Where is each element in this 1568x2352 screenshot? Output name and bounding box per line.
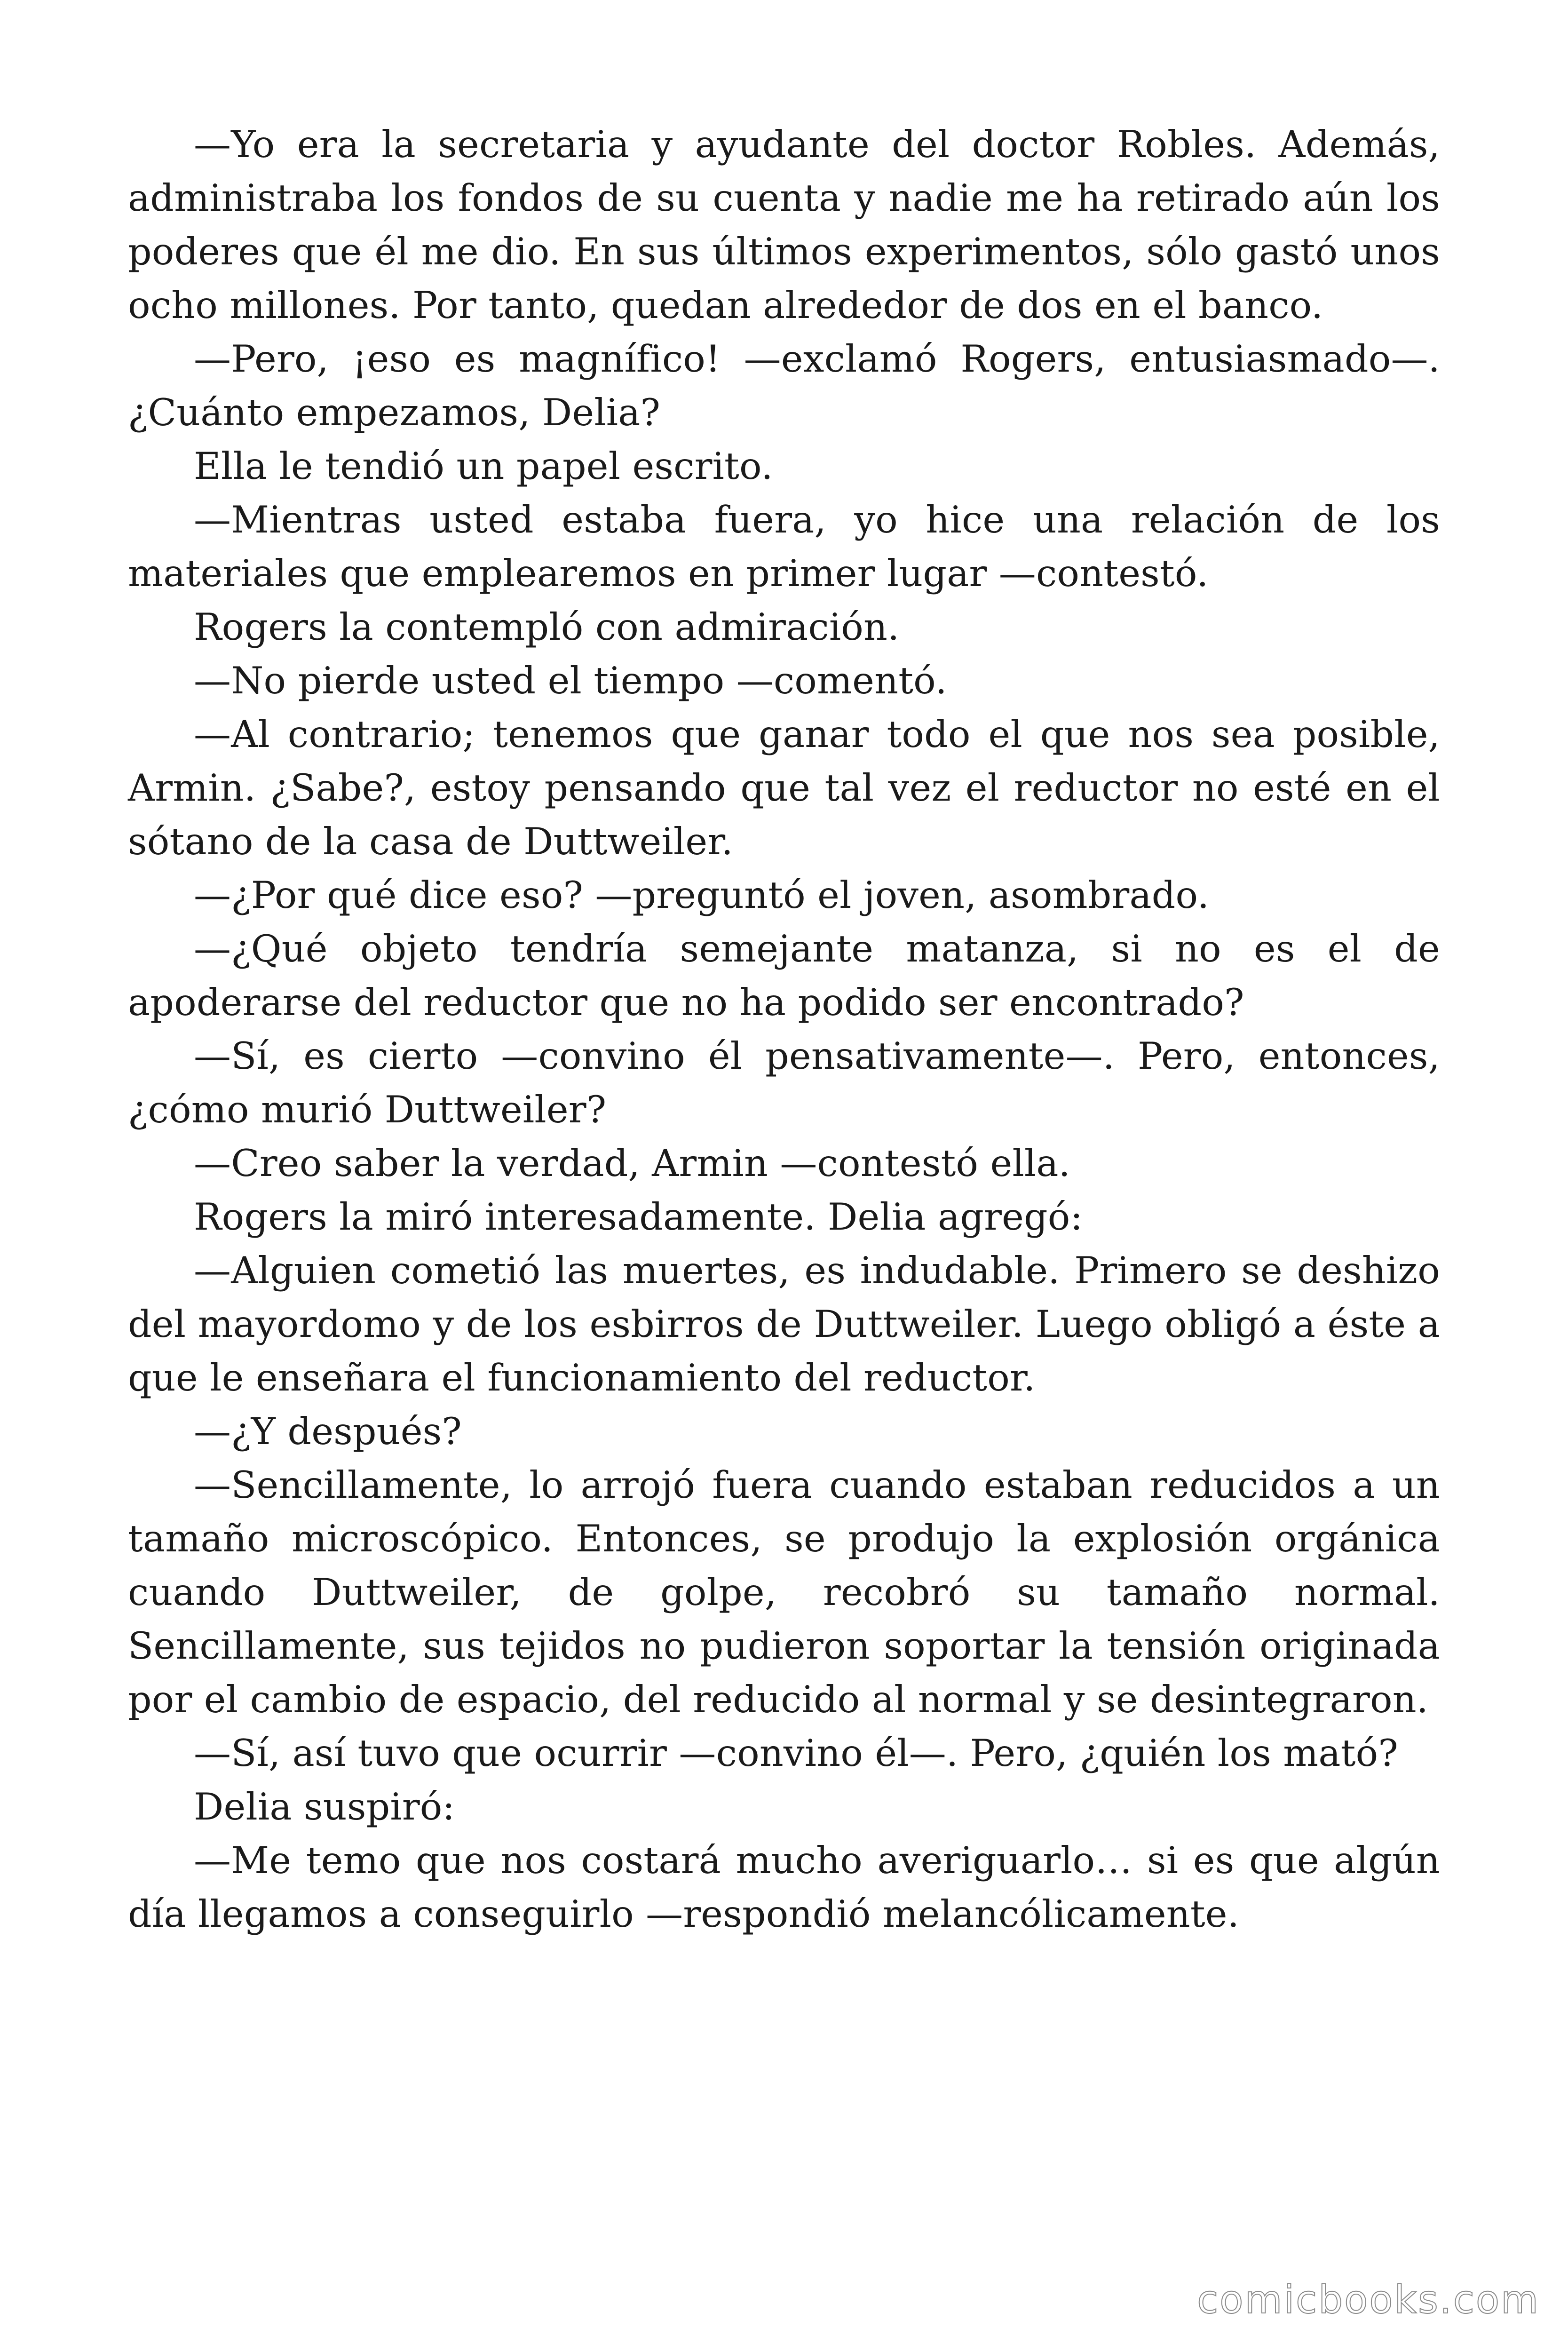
body-text xyxy=(128,118,1440,1941)
paragraph: —Mientras usted estaba fuera, yo hice una relación de los materiales que emplearemos en primer lugar —contestó. xyxy=(128,498,1440,595)
paragraph: Rogers la contempló con admiración. xyxy=(194,605,900,649)
paragraph: Delia suspiró: xyxy=(194,1785,455,1828)
paragraph: —¿Qué objeto tendría semejante matanza, si no es el de apoderarse del reductor que no ha podido ser encontrado? xyxy=(128,927,1440,1024)
paragraph: —No pierde usted el tiempo —comentó. xyxy=(194,659,947,702)
paragraph: —Al contrario; tenemos que ganar todo el que nos sea posible, Armin. ¿Sabe?, estoy pensando que tal vez el reductor no esté en el sótano de la casa de Duttweiler. xyxy=(128,713,1440,863)
watermark: comicbooks.com xyxy=(1197,2278,1540,2322)
paragraph: —Sí, así tuvo que ocurrir —convino él—. Pero, ¿quién los mató? xyxy=(194,1732,1398,1775)
paragraph: Ella le tendió un papel escrito. xyxy=(194,445,773,488)
paragraph: —Pero, ¡eso es magnífico! —exclamó Rogers, entusiasmado—. ¿Cuánto empezamos, Delia? xyxy=(128,337,1440,434)
paragraph: —Sí, es cierto —convino él pensativamente—. Pero, entonces, ¿cómo murió Duttweiler? xyxy=(128,1034,1440,1131)
paragraph: —¿Por qué dice eso? —preguntó el joven, asombrado. xyxy=(194,874,1210,917)
paragraph: —Me temo que nos costará mucho averiguarlo… si es que algún día llegamos a conseguirlo —respondió melancólicamente. xyxy=(128,1839,1440,1936)
paragraph: —Creo saber la verdad, Armin —contestó ella. xyxy=(194,1142,1070,1185)
paragraph: —Yo era la secretaria y ayudante del doctor Robles. Además, administraba los fondos de su cuenta y nadie me ha retirado aún los poderes que él me dio. En sus últimos experimentos, sólo gastó unos ocho millones. Por tanto, quedan alrededor de dos en el banco. xyxy=(128,123,1440,327)
paragraph: —¿Y después? xyxy=(194,1410,462,1453)
paragraph: Rogers la miró interesadamente. Delia agregó: xyxy=(194,1195,1083,1239)
paragraph: —Alguien cometió las muertes, es indudable. Primero se deshizo del mayordomo y de los esbirros de Duttweiler. Luego obligó a éste a que le enseñara el funcionamiento del reductor. xyxy=(128,1249,1440,1399)
paragraph: —Sencillamente, lo arrojó fuera cuando estaban reducidos a un tamaño microscópico. Entonces, se produjo la explosión orgánica cuando Duttweiler, de golpe, recobró su tamaño normal. Sencillamente, sus tejidos no pudieron soportar la tensión originada por el cambio de espacio, del reducido al normal y se desintegraron. xyxy=(128,1463,1440,1721)
